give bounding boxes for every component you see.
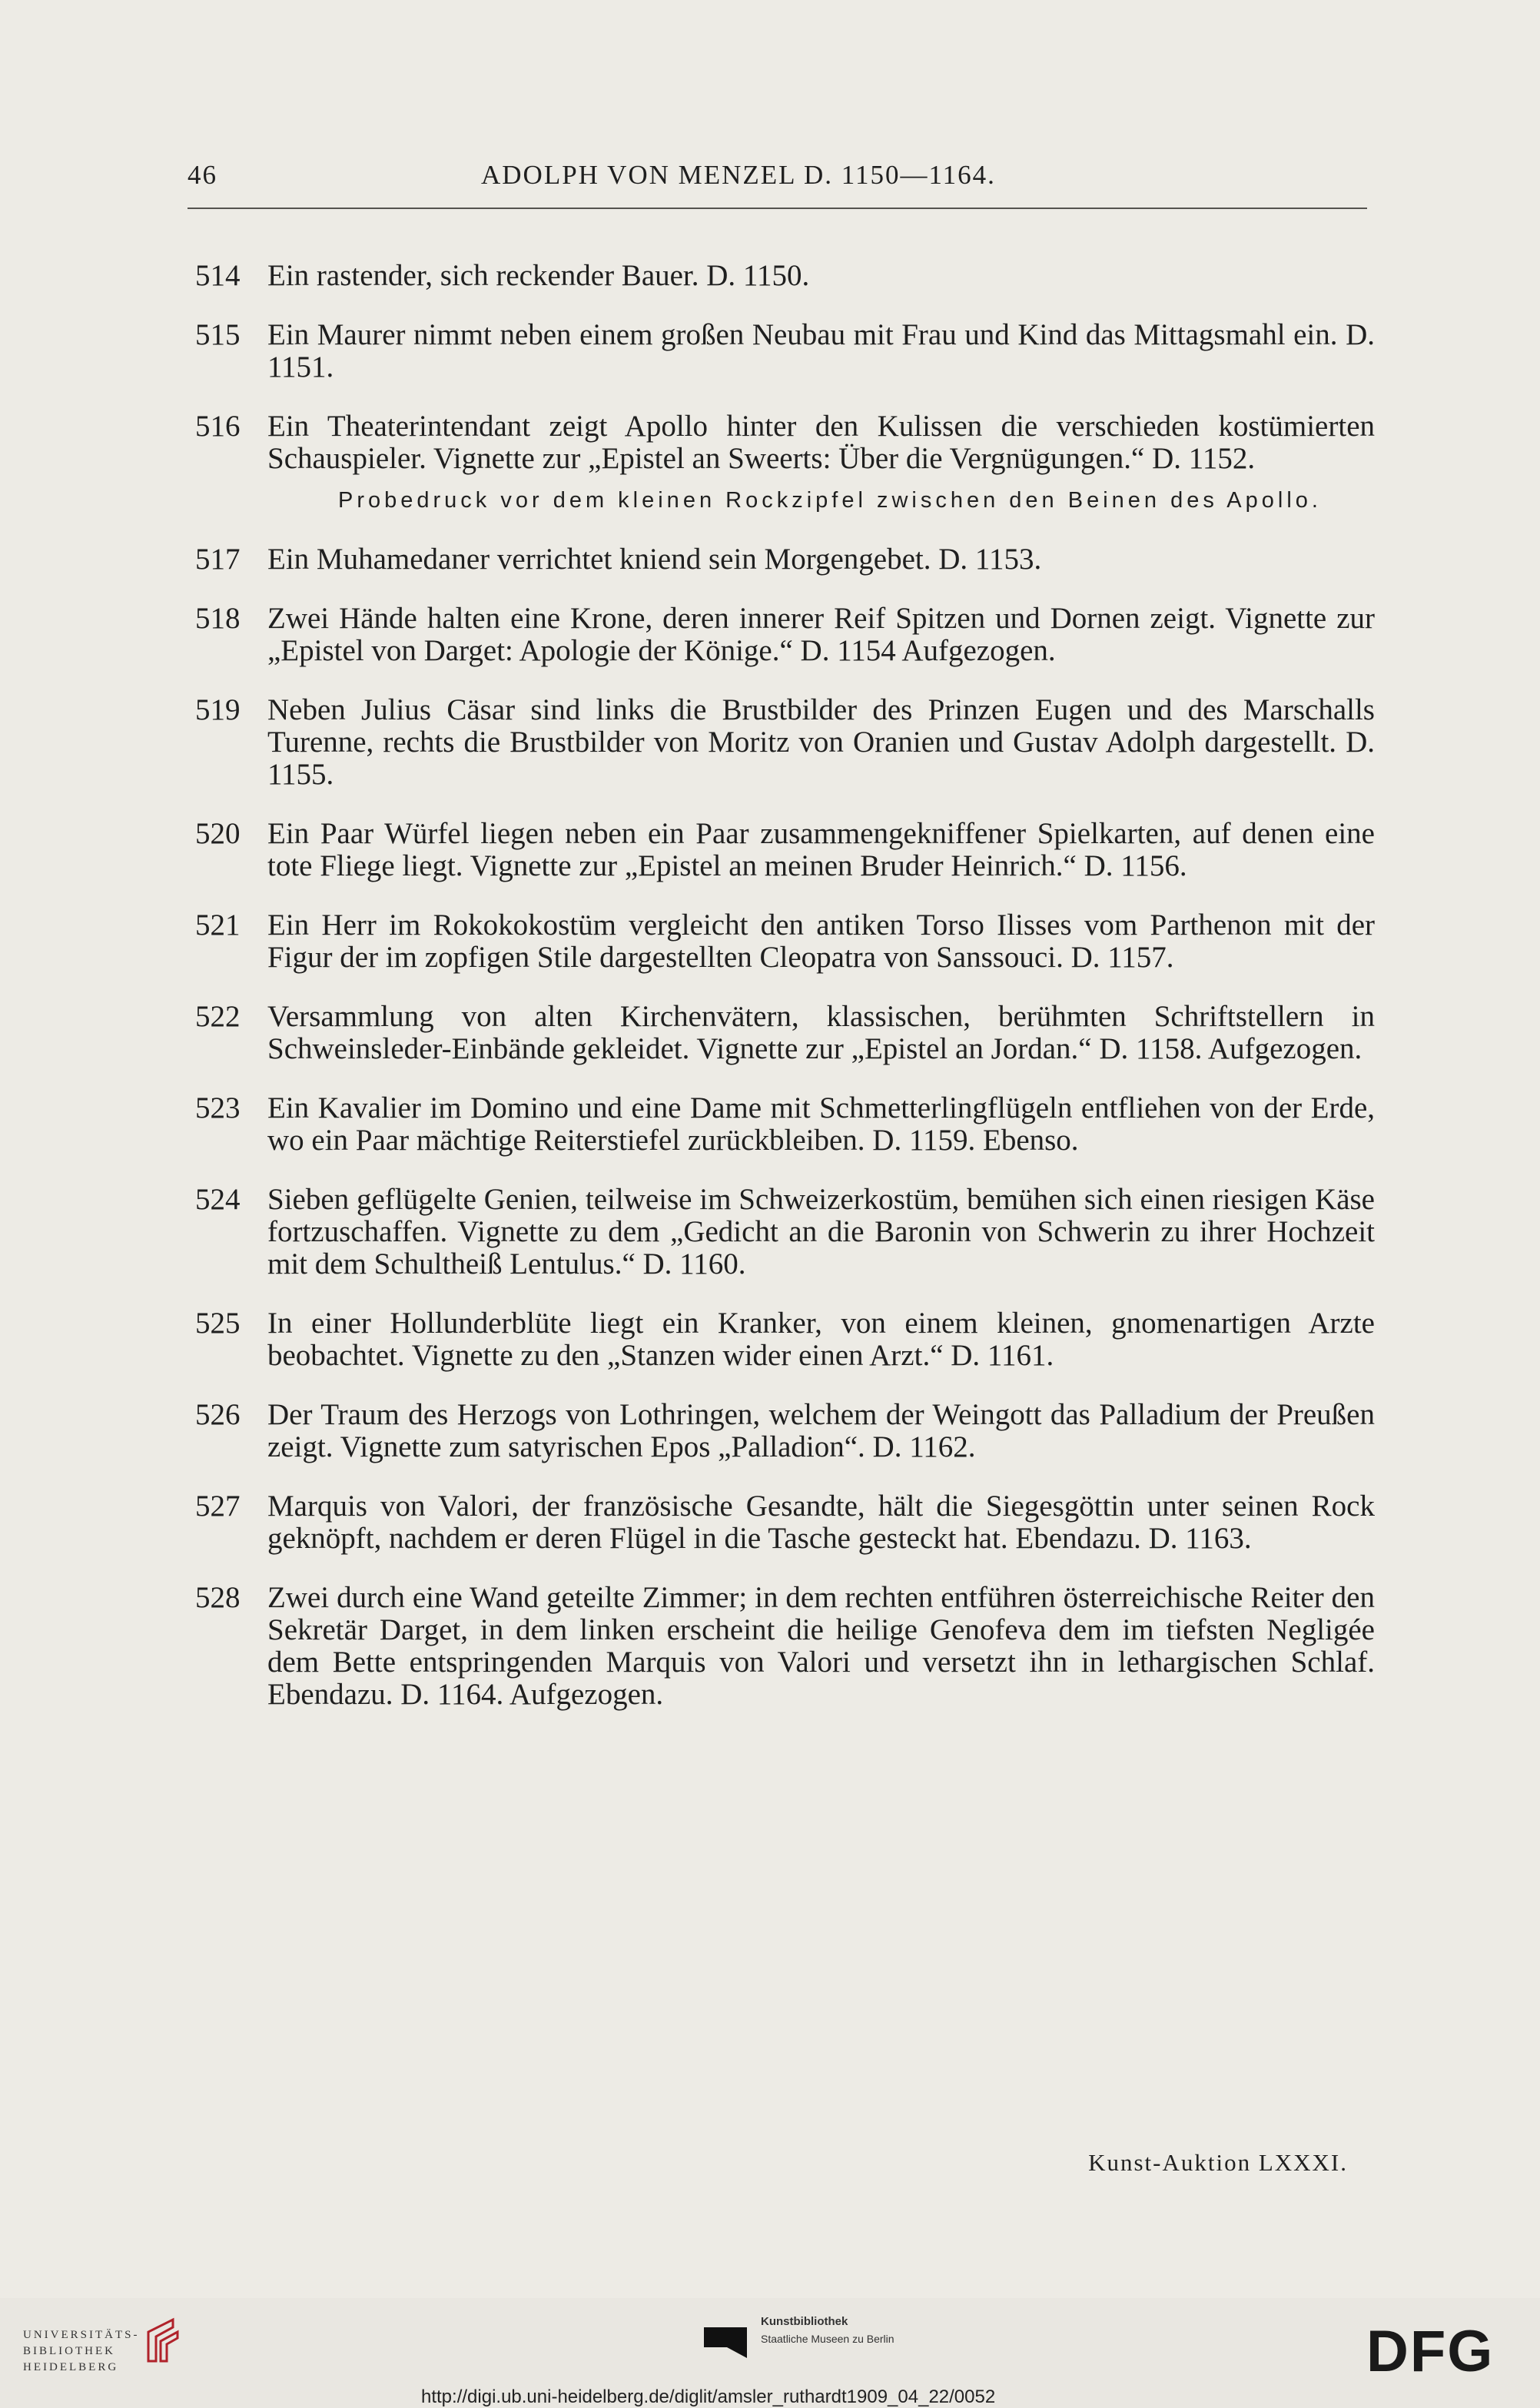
entry-text: Zwei Hände halten eine Krone, deren innerer Reif Spitzen und Dornen zeigt. Vignette zur „Epistel von Darget: Apologie der Könige.“ D. 1154 Aufgezogen. — [267, 602, 1375, 667]
dfg-logo: DFG — [1366, 2319, 1495, 2384]
catalog-entry — [188, 1582, 1375, 1711]
entry-text: Zwei durch eine Wand geteilte Zimmer; in dem rechten entführen österreichische Reiter den Sekretär Darget, in dem linken erscheint die heilige Genofeva dem im tiefsten Negligée dem Bette entspringenden Marquis von Valori und versetzt ihn in lethargischen Schlaf. Ebendazu. D. 1164. Aufgezogen. — [267, 1581, 1375, 1711]
catalog-entry — [188, 1399, 1375, 1463]
catalog-entries — [188, 260, 1375, 1738]
catalog-entry — [188, 818, 1375, 882]
catalog-entry — [188, 260, 1375, 292]
entry-number: 528 — [195, 1581, 241, 1614]
entry-text: Ein Muhamedaner verrichtet kniend sein Morgengebet. D. 1153. — [267, 543, 1042, 576]
kb-title: Kunstbibliothek — [761, 2315, 848, 2328]
running-title: ADOLPH VON MENZEL D. 1150—1164. — [481, 160, 996, 190]
catalog-entry — [188, 603, 1375, 667]
entry-text: Ein rastender, sich reckender Bauer. D. 1150. — [267, 259, 810, 292]
entry-text: Ein Paar Würfel liegen neben ein Paar zusammengekniffener Spielkarten, auf denen eine tote Fliege liegt. Vignette zur „Epistel an meinen Bruder Heinrich.“ D. 1156. — [267, 817, 1375, 882]
university-logo-icon — [142, 2315, 188, 2369]
viewer-footer — [0, 2298, 1540, 2408]
uni-line: BIBLIOTHEK — [23, 2345, 115, 2357]
catalog-entry — [188, 319, 1375, 384]
entry-text: Neben Julius Cäsar sind links die Brustbilder des Prinzen Eugen und des Marschalls Turenne, rechts die Brustbilder von Moritz von Oranien und Gustav Adolph dargestellt. D. 1155. — [267, 693, 1375, 791]
entry-text: Marquis von Valori, der französische Gesandte, hält die Siegesgöttin unter seinen Rock geknöpft, nachdem er deren Flügel in die Tasche gesteckt hat. Ebendazu. D. 1163. — [267, 1490, 1375, 1555]
kb-subtitle: Staatliche Museen zu Berlin — [761, 2333, 894, 2345]
catalog-entry — [188, 1184, 1375, 1280]
entry-number: 515 — [195, 318, 241, 351]
catalog-entry — [188, 694, 1375, 791]
catalog-entry — [188, 1001, 1375, 1065]
page-number: 46 — [188, 160, 217, 190]
catalog-entry — [188, 410, 1375, 516]
entry-number: 520 — [195, 817, 241, 850]
header-rule — [188, 208, 1367, 209]
entry-number: 526 — [195, 1398, 241, 1431]
catalog-entry — [188, 543, 1375, 576]
university-library-name — [23, 2327, 140, 2376]
entry-number: 525 — [195, 1307, 241, 1340]
entry-text: Ein Maurer nimmt neben einem großen Neubau mit Frau und Kind das Mittagsmahl ein. D. 1151. — [267, 318, 1375, 384]
entry-text: Versammlung von alten Kirchenvätern, klassischen, berühmten Schriftstellern in Schweinsleder-Einbände gekleidet. Vignette zur „Epistel an Jordan.“ D. 1158. Aufgezogen. — [267, 1000, 1375, 1065]
uni-line: HEIDELBERG — [23, 2361, 119, 2373]
kunstbibliothek-logo-icon — [704, 2320, 748, 2360]
entry-number: 518 — [195, 602, 241, 635]
catalog-entry — [188, 909, 1375, 974]
entry-note: Probedruck vor dem kleinen Rockzipfel zwischen den Beinen des Apollo. — [338, 488, 1322, 513]
entry-number: 527 — [195, 1490, 241, 1523]
uni-line: UNIVERSITÄTS- — [23, 2329, 140, 2341]
entry-number: 516 — [195, 410, 241, 443]
entry-text: Der Traum des Herzogs von Lothringen, welchem der Weingott das Palladium der Preußen zeigt. Vignette zum satyrischen Epos „Palladion“. D. 1162. — [267, 1398, 1375, 1463]
catalog-entry — [188, 1490, 1375, 1555]
permalink-url[interactable]: http://digi.ub.uni-heidelberg.de/diglit/amsler_ruthardt1909_04_22/0052 — [421, 2386, 996, 2407]
page-header — [188, 160, 1363, 198]
entry-number: 519 — [195, 693, 241, 726]
catalog-signature: Kunst-Auktion LXXXI. — [1088, 2149, 1348, 2176]
entry-number: 524 — [195, 1183, 241, 1216]
kunstbibliothek-label — [761, 2315, 894, 2345]
entry-number: 522 — [195, 1000, 241, 1033]
entry-number: 523 — [195, 1091, 241, 1124]
entry-number: 521 — [195, 908, 241, 942]
entry-number: 517 — [195, 543, 241, 576]
entry-text: Sieben geflügelte Genien, teilweise im Schweizerkostüm, bemühen sich einen riesigen Käse fortzuschaffen. Vignette zu dem „Gedicht an die Baronin von Schwerin zu ihrer Hochzeit mit dem Schultheiß Lentulus.“ D. 1160. — [267, 1183, 1375, 1280]
entry-number: 514 — [195, 259, 241, 292]
catalog-entry — [188, 1307, 1375, 1372]
entry-text: In einer Hollunderblüte liegt ein Kranker, von einem kleinen, gnomenartigen Arzte beobachtet. Vignette zu den „Stanzen wider einen Arzt.“ D. 1161. — [267, 1307, 1375, 1372]
entry-text: Ein Kavalier im Domino und eine Dame mit Schmetterlingflügeln entfliehen von der Erde, wo ein Paar mächtige Reiterstiefel zurückbleiben. D. 1159. Ebenso. — [267, 1091, 1375, 1157]
entry-text: Ein Theaterintendant zeigt Apollo hinter den Kulissen die verschieden kostümierten Schauspieler. Vignette zur „Epistel an Sweerts: Über die Vergnügungen.“ D. 1152. — [267, 410, 1375, 475]
entry-text: Ein Herr im Rokokokostüm vergleicht den antiken Torso Ilisses vom Parthenon mit der Figur der im zopfigen Stile dargestellten Cleopatra von Sanssouci. D. 1157. — [267, 908, 1375, 974]
catalog-entry — [188, 1092, 1375, 1157]
